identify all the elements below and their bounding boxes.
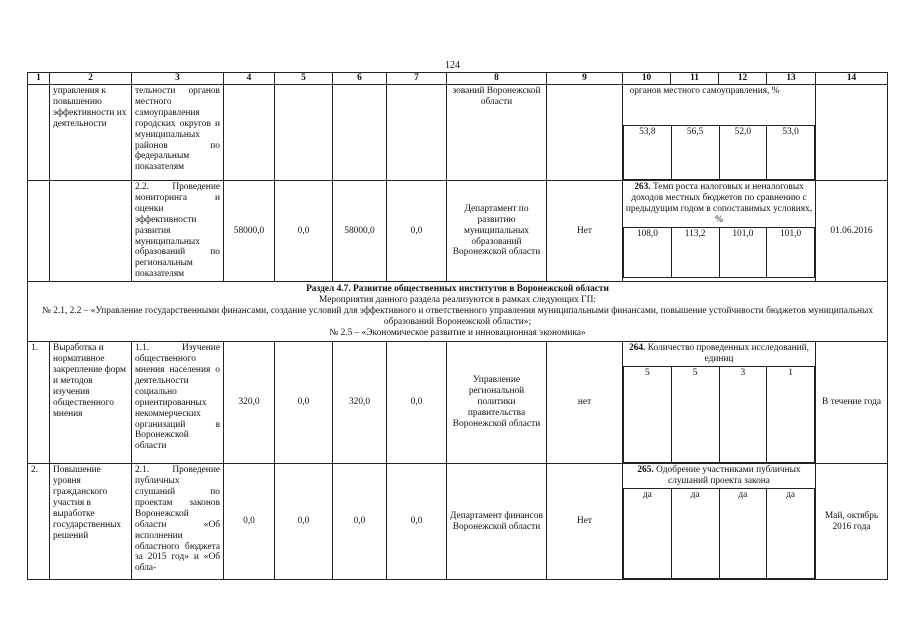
header-row [28,73,888,85]
cell-funding-federal: 0,0 [275,342,333,464]
indicator-title [624,342,815,367]
indicator-number: 263. [634,182,651,192]
cell-flag: нет [547,342,623,464]
indicator-value: 53,8 [624,126,672,180]
header-cell: 13 [767,73,816,85]
indicator-title [624,464,815,489]
indicator-value: да [624,489,672,579]
cell-activity: 2.1. Проведение публичных слушаний по проектам законов Воронежской области «Об исполнении областного бюджета за 2015 год» и «Об обла- [132,464,224,580]
cell-funding-total: 58000,0 [224,181,275,282]
indicator-value: 5 [671,367,719,463]
cell-funding-local: 0,0 [387,464,447,580]
indicator-value: 1 [767,367,815,463]
cell-funding-regional: 58000,0 [333,181,387,282]
indicator-value: 56,5 [671,126,719,180]
indicator-title: органов местного самоуправления, % [624,85,815,126]
indicator-value: 52,0 [719,126,767,180]
indicator-value: 101,0 [767,228,815,278]
header-cell: 8 [447,73,547,85]
header-cell: 5 [275,73,333,85]
cell-funding-local [387,85,447,181]
section-title: Раздел 4.7. Развитие общественных институтов в Воронежской области [306,284,609,295]
indicator-number: 265. [637,465,654,476]
header-cell: 14 [816,73,888,85]
indicator-cell [623,342,816,464]
cell-funding-local: 0,0 [387,181,447,282]
program-table [27,72,888,580]
indicator-value: 5 [624,367,672,463]
header-cell: 7 [387,73,447,85]
cell-funding-federal [275,85,333,181]
cell-funding-local: 0,0 [387,342,447,464]
indicator-value: да [719,489,767,579]
indicator-cell [623,464,816,580]
cell-funding-total: 0,0 [224,464,275,580]
cell-task: Выработка и нормативное закрепление форм и методов изучения общественного мнения [50,342,132,464]
table-row [28,342,888,464]
table-row [28,181,888,282]
cell-flag: Нет [547,464,623,580]
header-cell: 9 [547,73,623,85]
cell-funding-regional [333,85,387,181]
table-row [28,85,888,181]
cell-number: 1. [28,342,50,464]
section-line: Мероприятия данного раздела реализуются в рамках следующих ГП: [319,295,596,306]
cell-funding-regional: 0,0 [333,464,387,580]
indicator-value: 53,0 [767,126,815,180]
cell-flag [547,85,623,181]
cell-task: Повышение уровня гражданского участия в выработке государственных решений [50,464,132,580]
cell-deadline: Май, октябрь 2016 года [816,464,888,580]
header-cell: 10 [623,73,671,85]
indicator-text: Количество проведенных исследований, единиц [647,343,810,365]
cell-funding-total [224,85,275,181]
cell-deadline: 01.06.2016 [816,181,888,282]
cell-activity: 2.2. Проведение мониторинга и оценки эффективности развития муниципальных образований по региональным показателям [132,181,224,282]
indicator-value: 3 [719,367,767,463]
cell-number [28,181,50,282]
indicator-title [624,181,815,228]
indicator-value: 108,0 [624,228,672,278]
section-line: № 2.1, 2.2 – «Управление государственными финансами, создание условий для эффективного и ответственного управления муниципальными финансами, повышение устойчивости бюджетов муниципальных образований Воронежской области»; [41,305,874,327]
header-cell: 3 [132,73,224,85]
indicator-value: 101,0 [719,228,767,278]
cell-executor: зований Воронежской области [447,85,547,181]
indicator-number: 264. [628,343,646,354]
cell-task [50,181,132,282]
cell-deadline [816,85,888,181]
cell-activity: тельности органов местного самоуправления городских округов и муниципальных районов по федеральным показателям [132,85,224,181]
header-cell: 4 [224,73,275,85]
section-row [28,282,888,342]
header-cell: 12 [719,73,767,85]
cell-executor: Управление региональной политики правительства Воронежской области [447,342,547,464]
page-number: 124 [445,60,460,71]
cell-funding-regional: 320,0 [333,342,387,464]
table-row [28,464,888,580]
indicator-cell [623,181,816,282]
header-cell: 6 [333,73,387,85]
cell-funding-federal: 0,0 [275,181,333,282]
cell-funding-federal: 0,0 [275,464,333,580]
cell-number [28,85,50,181]
cell-executor: Департамент финансов Воронежской области [447,464,547,580]
header-cell: 2 [50,73,132,85]
cell-activity: 1.1. Изучение общественного мнения населения о деятельности социально ориентированных некоммерческих организаций в Воронежской области [132,342,224,464]
indicator-cell [623,85,816,181]
header-cell: 11 [671,73,719,85]
header-cell: 1 [28,73,50,85]
cell-deadline: В течение года [816,342,888,464]
indicator-value: 113,2 [671,228,719,278]
indicator-text: Одобрение участниками публичных слушаний проекта закона [656,465,801,487]
indicator-value: да [767,489,815,579]
cell-number: 2. [28,464,50,580]
section-header [28,282,888,342]
indicator-text: Темп роста налоговых и неналоговых доходов местных бюджетов по сравнению с предыдущим годом в сопоставимых условиях, % [625,182,813,225]
cell-flag: Нет [547,181,623,282]
section-line: № 2.5 – «Экономическое развитие и инновационная экономика» [329,327,586,338]
cell-task: управления к повышению эффективности их деятельности [50,85,132,181]
indicator-value: да [671,489,719,579]
cell-executor: Департамент по развитию муниципальных образований Воронежской области [447,181,547,282]
cell-funding-total: 320,0 [224,342,275,464]
